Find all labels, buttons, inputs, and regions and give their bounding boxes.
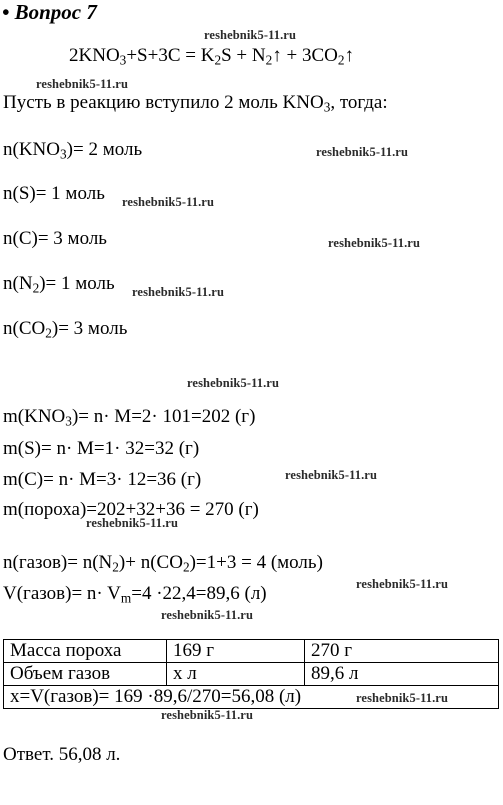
watermark: reshebnik5-11.ru: [316, 145, 409, 159]
watermark: reshebnik5-11.ru: [36, 77, 129, 91]
watermark: reshebnik5-11.ru: [161, 608, 254, 622]
table-cell: 169 г: [167, 640, 305, 663]
table-formula-cell: x=V(газов)= 169 ·89,6/270=56,08 (л): [4, 686, 499, 709]
watermark: reshebnik5-11.ru: [86, 516, 179, 530]
watermark: reshebnik5-11.ru: [132, 285, 225, 299]
gas-moles: n(газов)= $n(N_2)+ n(CO_2)=1+3 = 4$ (моль): [3, 552, 323, 575]
watermark: reshebnik5-11.ru: [356, 577, 449, 591]
watermark: reshebnik5-11.ru: [187, 376, 280, 390]
table-cell: Объем газов: [4, 663, 167, 686]
watermark: reshebnik5-11.ru: [122, 195, 215, 209]
watermark: reshebnik5-11.ru: [161, 708, 254, 722]
intro-line: Пусть в реакцию вступило 2 моль $KNO_3$, тогда:: [3, 92, 388, 115]
answer-line: Ответ. 56,08 л.: [3, 744, 121, 765]
watermark: reshebnik5-11.ru: [204, 28, 297, 42]
moles-s: n(S)= 1 моль: [3, 183, 105, 204]
mass-c: m(C)= n· M=3· 12=36 (г): [3, 469, 202, 490]
mass-kno3: $m(KNO_3)= n\cdot M=2\cdot 101=202$ (г): [3, 406, 256, 429]
table-row: [4, 663, 499, 686]
table-row: [4, 640, 499, 663]
table-cell: Масса пороха: [4, 640, 167, 663]
question-heading: • Вопрос 7: [2, 0, 97, 24]
watermark: reshebnik5-11.ru: [328, 236, 421, 250]
mass-powder: m(пороха)=202+32+36 = 270 (г): [3, 499, 259, 520]
reaction-equation: $2KNO_3+S+3C = K_2S$ + $N_2↑$ + $3CO_2↑$: [69, 45, 355, 68]
moles-kno3: $n(KNO_3)= 2$ моль: [3, 139, 143, 162]
mass-s: m(S)= n· M=1· 32=32 (г): [3, 438, 200, 459]
watermark: reshebnik5-11.ru: [285, 468, 378, 482]
watermark: reshebnik5-11.ru: [356, 691, 449, 705]
table-cell: 89,6 л: [305, 663, 499, 686]
moles-c: n(C)= 3 моль: [3, 228, 107, 249]
table-cell: x л: [167, 663, 305, 686]
moles-co2: $n(CO_2)= 3$ моль: [3, 318, 128, 341]
gas-volume: V(газов)= $n\cdot V_m=4 \cdot 22,4=89,6$ (л): [3, 583, 267, 606]
moles-n2: $n(N_2)= 1$ моль: [3, 273, 115, 296]
table-cell: 270 г: [305, 640, 499, 663]
